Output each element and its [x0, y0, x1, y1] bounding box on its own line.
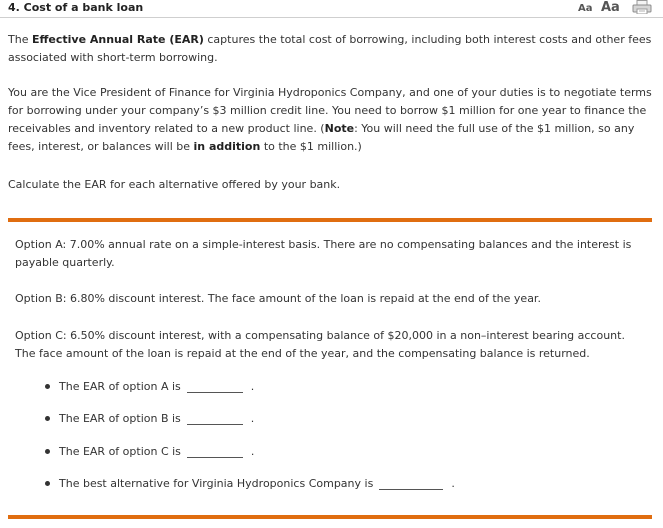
option-c-text: Option C: 6.50% discount interest, with a compensating balance of $20,000 in a non–interest bearing account. The face amount of the loan is repaid at the end of the year, and the compensating balance is returned.	[15, 329, 625, 360]
question-period: .	[250, 411, 255, 425]
header-divider	[0, 17, 663, 18]
question-label: The best alternative for Virginia Hydroponics Company is	[59, 476, 374, 490]
intro-text-end: captures the total cost of borrowing, including both interest costs and other fees associated with short-term borrowing.	[8, 33, 652, 64]
scenario-text: You are the Vice President of Finance for Virginia Hydroponics Company, and one of your duties is to negotiate terms for borrowing under your company’s $3 million credit line. You need to borrow $1 million for one year to finance the receivables and inventory related to a new product line. (	[8, 86, 652, 135]
option-a	[15, 236, 645, 272]
question-title: 4. Cost of a bank loan	[8, 1, 144, 14]
increase-font-button[interactable]: Aa	[601, 0, 620, 15]
instruction-text: Calculate the EAR for each alternative offered by your bank.	[8, 178, 341, 191]
ear-b-answer-dropdown[interactable]	[187, 412, 243, 425]
ear-a-answer-dropdown[interactable]	[187, 380, 243, 393]
question-ear-b	[45, 409, 254, 427]
option-c	[15, 327, 645, 363]
question-period: .	[250, 444, 255, 458]
bullet-icon	[45, 416, 50, 421]
intro-text-start: The	[8, 33, 32, 46]
note-text: : You will need the full use of the $1 million, so any fees, interest, or balances will be	[8, 122, 635, 153]
scenario-paragraph	[8, 84, 654, 156]
question-ear-c	[45, 442, 254, 460]
section-divider-bottom	[8, 515, 652, 519]
question-label: The EAR of option A is	[59, 379, 181, 393]
bullet-icon	[45, 384, 50, 389]
decrease-font-button[interactable]: Aa	[578, 3, 593, 14]
ear-c-answer-dropdown[interactable]	[187, 445, 243, 458]
option-a-text: Option A: 7.00% annual rate on a simple-interest basis. There are no compensating balances and the interest is payable quarterly.	[15, 238, 632, 269]
note-label: Note	[324, 122, 355, 135]
question-header	[0, 0, 663, 17]
printer-icon[interactable]	[631, 0, 653, 14]
best-alternative-dropdown[interactable]	[379, 477, 443, 490]
bullet-icon	[45, 481, 50, 486]
note-emphasis: in addition	[193, 140, 261, 153]
question-period: .	[250, 379, 255, 393]
question-period: .	[451, 476, 455, 490]
question-ear-a	[45, 377, 254, 395]
bullet-icon	[45, 449, 50, 454]
question-best-alternative	[45, 474, 455, 492]
ear-term: Effective Annual Rate (EAR)	[31, 33, 204, 46]
option-b	[15, 290, 645, 308]
section-divider-top	[8, 218, 652, 222]
intro-paragraph	[8, 31, 654, 67]
option-b-text: Option B: 6.80% discount interest. The face amount of the loan is repaid at the end of the year.	[15, 292, 541, 305]
note-tail: to the $1 million.)	[260, 140, 362, 153]
question-label: The EAR of option B is	[59, 411, 181, 425]
instruction-paragraph	[8, 176, 654, 194]
question-label: The EAR of option C is	[59, 444, 181, 458]
